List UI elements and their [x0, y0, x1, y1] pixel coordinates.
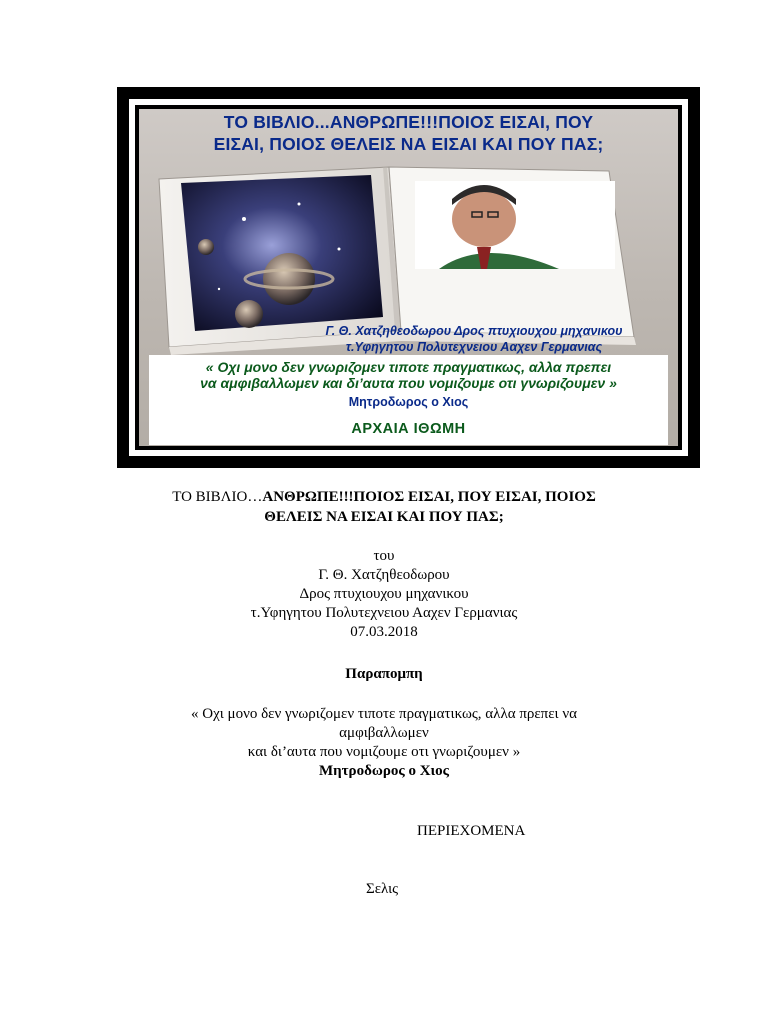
by-label: του: [373, 548, 395, 564]
cover-author-line2: τ.Υφηγητου Πολυτεχνειου Ααχεν Γερμανιας: [345, 340, 603, 354]
cover-author-line1: Γ. Θ. Χατζηθεοδωρου Δρος πτυχιουχου μηχανικου: [325, 324, 623, 338]
cover-quote-line1: « Οχι μονο δεν γνωριζομεν τιποτε πραγματικως, αλλα πρεπει: [205, 359, 612, 375]
quote-author: Μητροδωρος ο Χιος: [318, 763, 450, 779]
cover-title: [139, 111, 678, 155]
cover-quote-author: Μητροδωρος ο Χιος: [348, 395, 469, 409]
author-position: τ.Υφηγητου Πολυτεχνειου Ααχεν Γερμανιας: [250, 605, 518, 621]
cover-artwork: [139, 109, 678, 446]
reference-heading: Παραπομπη: [345, 666, 423, 682]
author-degree: Δρος πτυχιουχου μηχανικου: [299, 586, 469, 602]
quote-line3: και δι’αυτα που νομιζουμε οτι γνωριζουμεν »: [247, 744, 521, 760]
quote-line1: « Οχι μονο δεν γνωριζομεν τιποτε πραγματικως, αλλα πρεπει να: [191, 706, 577, 722]
document-title-line1: [0, 488, 768, 506]
author-name: Γ. Θ. Χατζηθεοδωρου: [318, 567, 450, 583]
cover-quote: [149, 359, 668, 391]
cover-title-line2: ΕΙΣΑΙ, ΠΟΙΟΣ ΘΕΛΕΙΣ ΝΑ ΕΙΣΑΙ ΚΑΙ ΠΟΥ ΠΑΣ;: [213, 134, 604, 154]
cover-quote-box: [149, 355, 668, 445]
cover-title-line1: ΤΟ ΒΙΒΛΙΟ...ΑΝΘΡΩΠΕ!!!ΠΟΙΟΣ ΕΙΣΑΙ, ΠΟΥ: [223, 112, 594, 132]
cover-image: [117, 87, 700, 468]
cover-quote-line2: να αμφιβαλλωμεν και δι’αυτα που νομιζουμε οτι γνωριζουμεν »: [200, 375, 617, 391]
cover-place: ΑΡΧΑΙΑ ΙΘΩΜΗ: [351, 421, 466, 437]
document-title-line2: ΘΕΛΕΙΣ ΝΑ ΕΙΣΑΙ ΚΑΙ ΠΟΥ ΠΑΣ;: [264, 509, 504, 525]
quote-line2: αμφιβαλλωμεν: [339, 725, 429, 741]
document-date: 07.03.2018: [350, 624, 418, 640]
document-title-prefix: ΤΟ ΒΙΒΛΙΟ…: [172, 489, 263, 505]
contents-heading: ΠΕΡΙΕΧΟΜΕΝΑ: [417, 823, 526, 839]
page-label: Σελις: [366, 881, 399, 897]
document-title-bold: ΑΝΘΡΩΠΕ!!!ΠΟΙΟΣ ΕΙΣΑΙ, ΠΟΥ ΕΙΣΑΙ, ΠΟΙΟΣ: [262, 489, 596, 505]
